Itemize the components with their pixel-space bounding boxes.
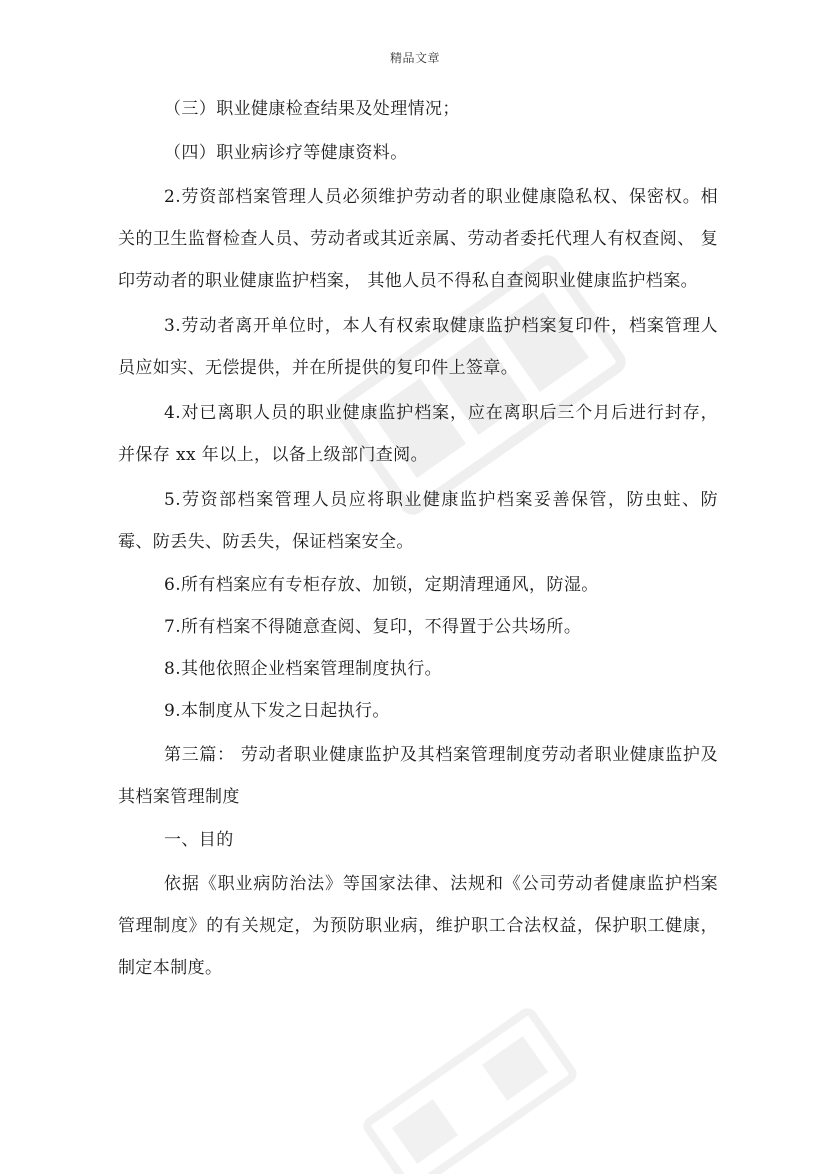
section-heading-part-3: 第三篇： 劳动者职业健康监护及其档案管理制度劳动者职业健康监护及其档案管理制度	[118, 745, 718, 807]
paragraph-rule-9: 9.本制度从下发之日起执行。	[164, 701, 390, 721]
paragraph-rule-7: 7.所有档案不得随意查阅、复印，不得置于公共场所。	[164, 617, 582, 637]
watermark-corner-icon	[345, 988, 594, 1174]
paragraph-purpose: 依据《职业病防治法》等国家法律、法规和《公司劳动者健康监护档案管理制度》的有关规定，为预防职业病，维护职工合法权益，保护职工健康，制定本制度。	[118, 874, 718, 978]
section-heading-purpose: 一、目的	[164, 830, 234, 850]
document-body	[118, 88, 718, 989]
paragraph-rule-3: 3.劳动者离开单位时，本人有权索取健康监护档案复印件，档案管理人员应如实、无偿提供，并在所提供的复印件上签章。	[118, 316, 718, 378]
paragraph-rule-6: 6.所有档案应有专柜存放、加锁，定期清理通风，防湿。	[164, 575, 599, 595]
page-header: 精品文章	[389, 51, 440, 65]
paragraph-rule-8: 8.其他依照企业档案管理制度执行。	[164, 659, 443, 679]
paragraph-item-4: （四）职业病诊疗等健康资料。	[164, 143, 408, 163]
paragraph-rule-5: 5.劳资部档案管理人员应将职业健康监护档案妥善保管，防虫蛀、防霉、防丢失、防丢失，保证档案安全。	[118, 490, 718, 552]
paragraph-item-3: （三）职业健康检查结果及处理情况；	[164, 99, 460, 119]
paragraph-rule-2: 2.劳资部档案管理人员必须维护劳动者的职业健康隐私权、保密权。相关的卫生监督检查人员、劳动者或其近亲属、劳动者委托代理人有权查阅、 复印劳动者的职业健康监护档案， 其他人员不得私自查阅职业健康监护档案。	[118, 187, 718, 291]
paragraph-rule-4: 4.对已离职人员的职业健康监护档案，应在离职后三个月后进行封存，并保存 xx 年以上，以备上级部门查阅。	[118, 403, 718, 465]
